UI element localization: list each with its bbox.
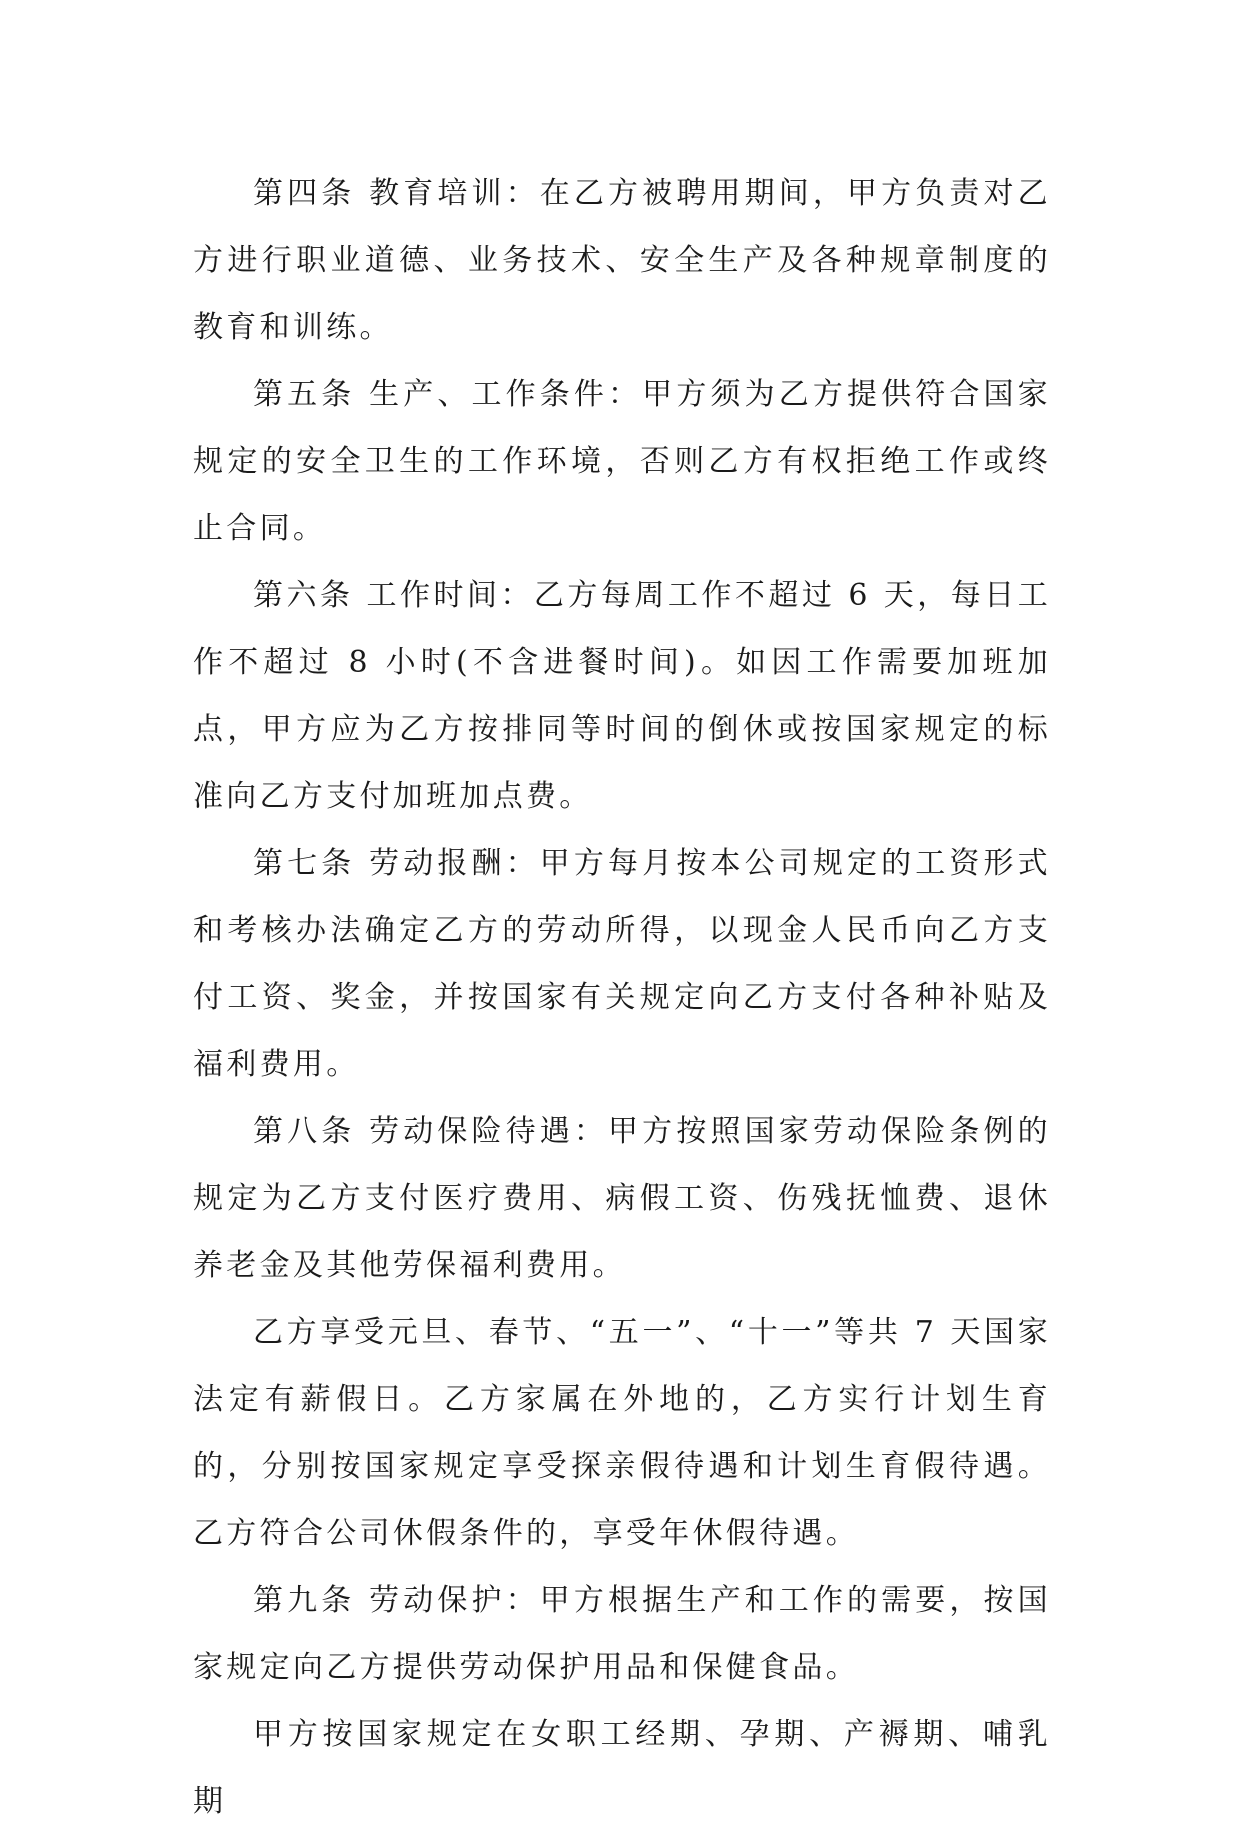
paragraph-article-8: 第八条 劳动保险待遇：甲方按照国家劳动保险条例的规定为乙方支付医疗费用、病假工资、伤残抚恤费、退休养老金及其他劳保福利费用。 xyxy=(193,1114,1051,1283)
paragraph-article-9: 第九条 劳动保护：甲方根据生产和工作的需要，按国家规定向乙方提供劳动保护用品和保健食品。 xyxy=(193,1583,1051,1685)
paragraph-female-protection: 甲方按国家规定在女职工经期、孕期、产褥期、哺乳期 xyxy=(193,1717,1051,1819)
document-body xyxy=(193,160,1051,1835)
paragraph-holidays: 乙方享受元旦、春节、“五一”、“十一”等共 7 天国家法定有薪假日。乙方家属在外地的，乙方实行计划生育的，分别按国家规定享受探亲假待遇和计划生育假待遇。乙方符合公司休假条件的，享受年休假待遇。 xyxy=(193,1315,1051,1551)
paragraph-article-6: 第六条 工作时间：乙方每周工作不超过 6 天，每日工作不超过 8 小时(不含进餐时间)。如因工作需要加班加点，甲方应为乙方按排同等时间的倒休或按国家规定的标准向乙方支付加班加点费。 xyxy=(193,578,1051,814)
paragraph-article-7: 第七条 劳动报酬：甲方每月按本公司规定的工资形式和考核办法确定乙方的劳动所得，以现金人民币向乙方支付工资、奖金，并按国家有关规定向乙方支付各种补贴及福利费用。 xyxy=(193,846,1051,1082)
paragraph-article-4: 第四条 教育培训：在乙方被聘用期间，甲方负责对乙方进行职业道德、业务技术、安全生产及各种规章制度的教育和训练。 xyxy=(193,176,1051,345)
paragraph-article-5: 第五条 生产、工作条件：甲方须为乙方提供符合国家规定的安全卫生的工作环境，否则乙方有权拒绝工作或终止合同。 xyxy=(193,377,1051,546)
